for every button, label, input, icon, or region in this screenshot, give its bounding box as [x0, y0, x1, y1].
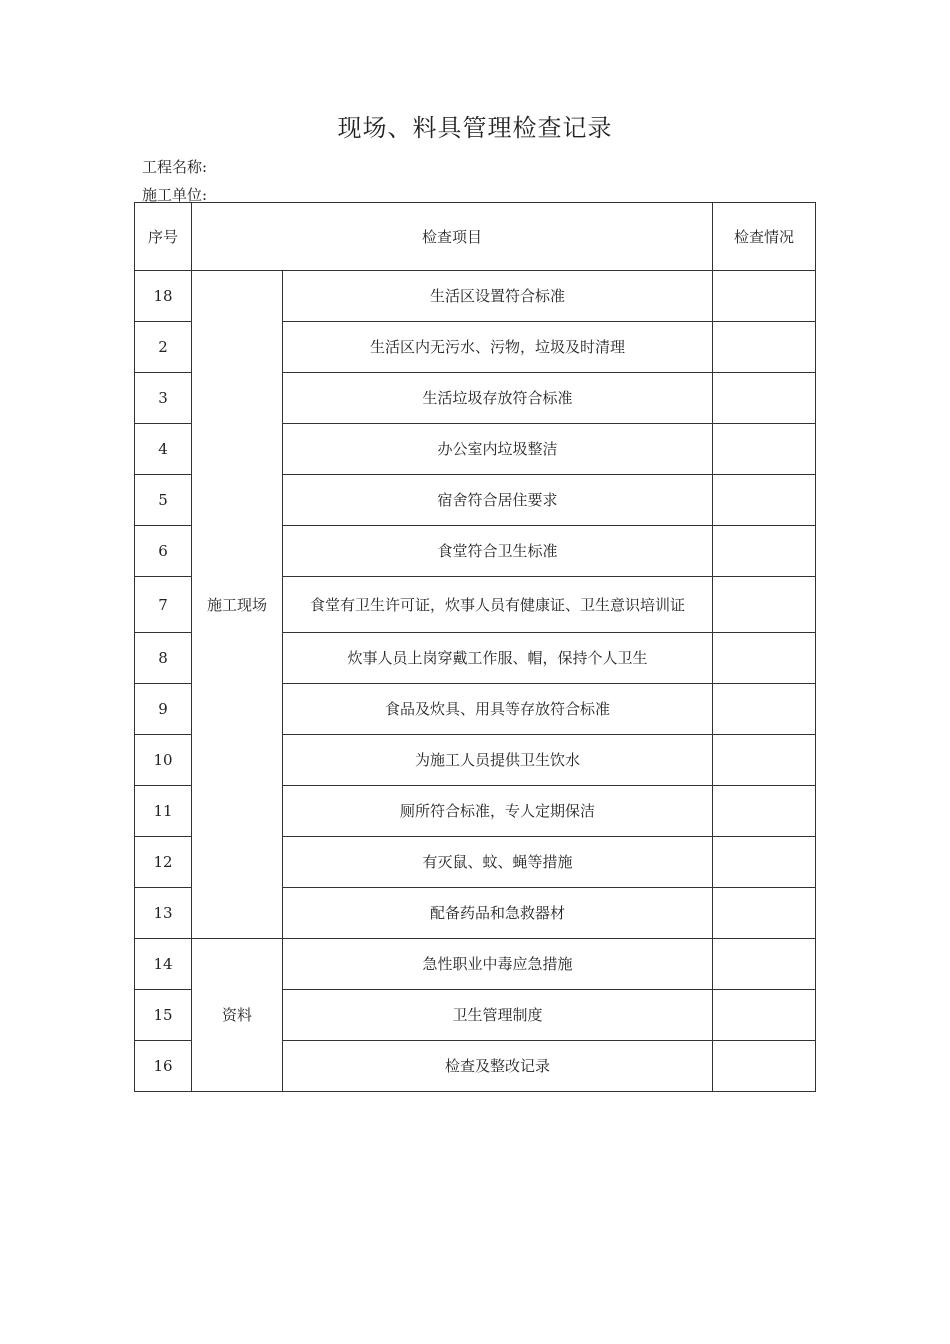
row-no: 9 [135, 684, 192, 735]
row-no: 11 [135, 786, 192, 837]
status-cell[interactable] [713, 373, 816, 424]
status-cell[interactable] [713, 684, 816, 735]
row-no: 2 [135, 322, 192, 373]
row-item: 生活区内无污水、污物，垃圾及时清理 [283, 322, 713, 373]
construction-unit-label: 施工单位: [142, 186, 208, 204]
table-row [135, 271, 816, 322]
status-cell[interactable] [713, 577, 816, 633]
status-cell[interactable] [713, 939, 816, 990]
row-no: 18 [135, 271, 192, 322]
inspection-table [134, 202, 816, 1092]
row-no: 10 [135, 735, 192, 786]
row-no: 15 [135, 990, 192, 1041]
row-item: 有灭鼠、蚊、蝇等措施 [283, 837, 713, 888]
row-no: 16 [135, 1041, 192, 1092]
row-item: 检查及整改记录 [283, 1041, 713, 1092]
row-no: 4 [135, 424, 192, 475]
status-cell[interactable] [713, 786, 816, 837]
status-cell[interactable] [713, 735, 816, 786]
row-no: 14 [135, 939, 192, 990]
row-item: 食品及炊具、用具等存放符合标准 [283, 684, 713, 735]
row-no: 5 [135, 475, 192, 526]
status-cell[interactable] [713, 322, 816, 373]
header-item: 检查项目 [192, 203, 713, 271]
row-item: 为施工人员提供卫生饮水 [283, 735, 713, 786]
table-row [135, 939, 816, 990]
status-cell[interactable] [713, 424, 816, 475]
row-no: 12 [135, 837, 192, 888]
row-item: 卫生管理制度 [283, 990, 713, 1041]
row-no: 8 [135, 633, 192, 684]
row-item: 急性职业中毒应急措施 [283, 939, 713, 990]
project-name-label: 工程名称: [142, 158, 208, 176]
status-cell[interactable] [713, 888, 816, 939]
row-item: 配备药品和急救器材 [283, 888, 713, 939]
row-item: 生活垃圾存放符合标准 [283, 373, 713, 424]
row-no: 7 [135, 577, 192, 633]
row-no: 3 [135, 373, 192, 424]
status-cell[interactable] [713, 1041, 816, 1092]
status-cell[interactable] [713, 475, 816, 526]
row-item: 宿舍符合居住要求 [283, 475, 713, 526]
category-cell: 施工现场 [192, 271, 283, 939]
row-item: 炊事人员上岗穿戴工作服、帽，保持个人卫生 [283, 633, 713, 684]
status-cell[interactable] [713, 526, 816, 577]
table-header-row [135, 203, 816, 271]
row-item: 厕所符合标准，专人定期保洁 [283, 786, 713, 837]
status-cell[interactable] [713, 990, 816, 1041]
header-status: 检查情况 [713, 203, 816, 271]
header-no: 序号 [135, 203, 192, 271]
status-cell[interactable] [713, 837, 816, 888]
row-item: 生活区设置符合标准 [283, 271, 713, 322]
status-cell[interactable] [713, 633, 816, 684]
row-no: 13 [135, 888, 192, 939]
row-no: 6 [135, 526, 192, 577]
status-cell[interactable] [713, 271, 816, 322]
category-cell: 资料 [192, 939, 283, 1092]
row-item: 食堂有卫生许可证，炊事人员有健康证、卫生意识培训证 [283, 577, 713, 633]
page-title: 现场、料具管理检查记录 [337, 114, 613, 142]
row-item: 食堂符合卫生标准 [283, 526, 713, 577]
row-item: 办公室内垃圾整洁 [283, 424, 713, 475]
